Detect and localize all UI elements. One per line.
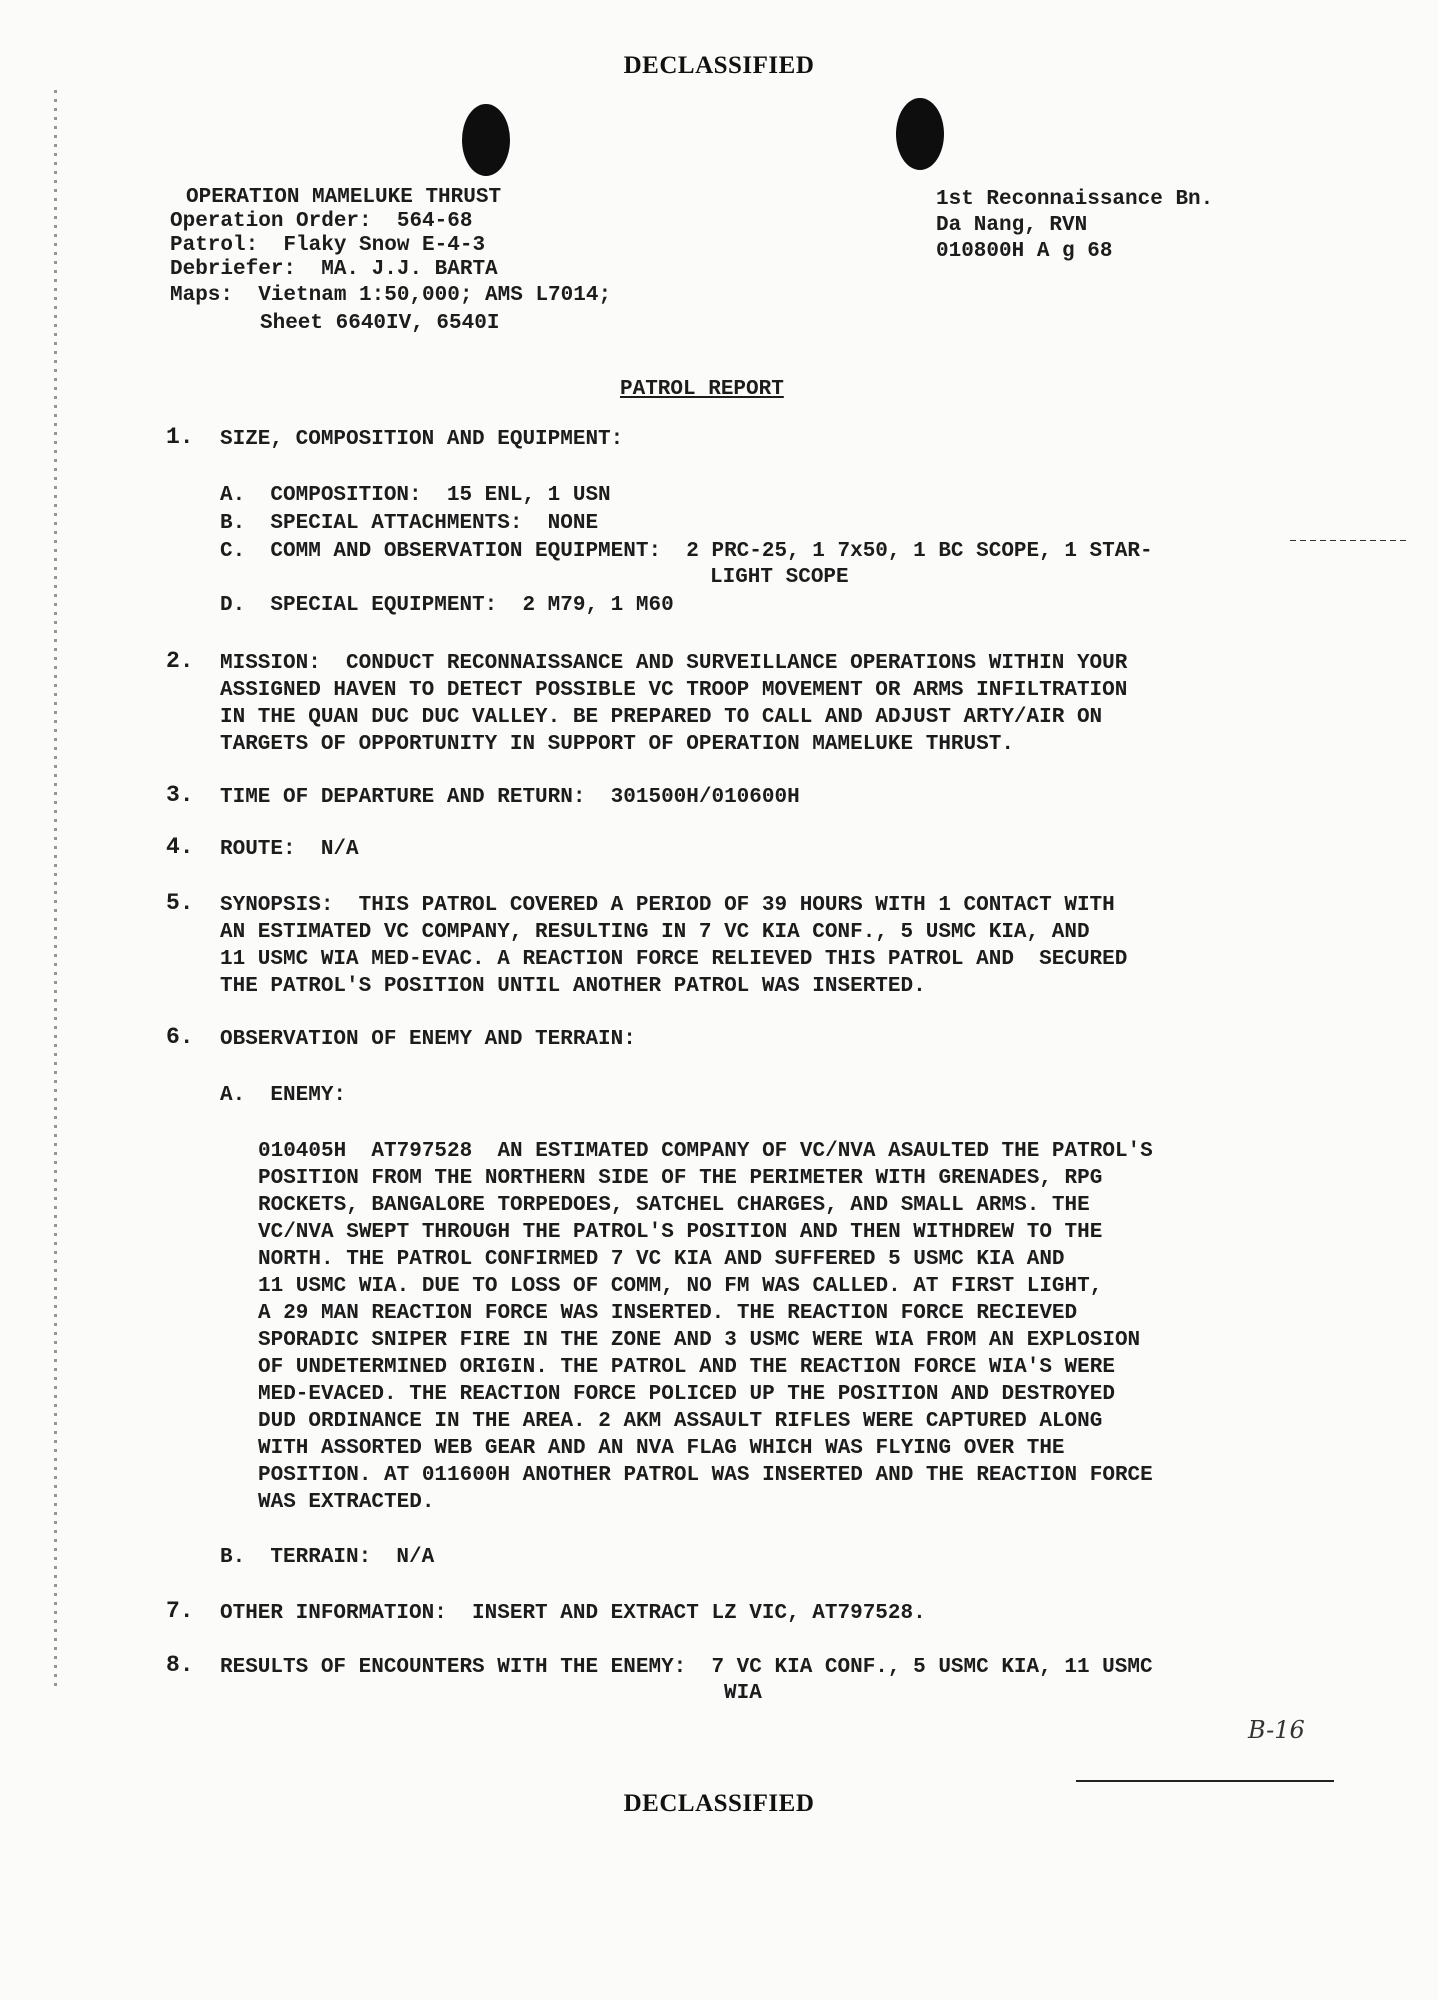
section-6-a-enemy-text: 010405H AT797528 AN ESTIMATED COMPANY OF VC/NVA ASAULTED THE PATROL'S POSITION FROM THE NORTHERN SIDE OF THE PERIMETER WITH GRENADES, RPG ROCKETS, BANGALORE TORPEDOES, SATCHEL CHARGES, AND SMALL ARMS. THE VC/NVA SWEPT THROUGH THE PATROL'S POSITION AND THEN WITHDREW TO THE NORTH. THE PATROL CONFIRMED 7 VC KIA AND SUFFERED 5 USMC KIA AND 11 USMC WIA. DUE TO LOSS OF COMM, NO FM WAS CALLED. AT FIRST LIGHT, A 29 MAN REACTION FORCE WAS INSERTED. THE REACTION FORCE RECIEVED SPORADIC SNIPER FIRE IN THE ZONE AND 3 USMC WERE WIA FROM AN EXPLOSION OF UNDETERMINED ORIGIN. THE PATROL AND THE REACTION FORCE WIA'S WERE MED-EVACED. THE REACTION FORCE POLICED UP THE POSITION AND DESTROYED DUD ORDINANCE IN THE AREA. 2 AKM ASSAULT RIFLES WERE CAPTURED ALONG WITH ASSORTED WEB GEAR AND AN NVA FLAG WHICH WAS FLYING OVER THE POSITION. AT 011600H ANOTHER PATROL WAS INSERTED AND THE REACTION FORCE WAS EXTRACTED. bbox=[258, 1140, 1153, 1514]
patrol-name: Patrol: Flaky Snow E-4-3 bbox=[170, 234, 486, 257]
section-6-b-terrain: B. TERRAIN: N/A bbox=[220, 1546, 435, 1569]
maps-line-2: Sheet 6640IV, 6540I bbox=[260, 312, 500, 335]
section-1-number: 1. bbox=[166, 424, 194, 450]
signature-rule bbox=[1076, 1780, 1334, 1782]
section-1-heading: SIZE, COMPOSITION AND EQUIPMENT: bbox=[220, 428, 624, 451]
declassified-banner-bottom: DECLASSIFIED bbox=[623, 1790, 815, 1817]
section-5-number: 5. bbox=[166, 890, 194, 916]
maps-line-1: Maps: Vietnam 1:50,000; AMS L7014; bbox=[170, 284, 612, 307]
section-2-number: 2. bbox=[166, 648, 194, 674]
unit-name: 1st Reconnaissance Bn. bbox=[936, 188, 1214, 211]
section-7-number: 7. bbox=[166, 1598, 194, 1624]
unit-location: Da Nang, RVN bbox=[936, 214, 1088, 237]
section-8-results-cont: WIA bbox=[724, 1682, 762, 1705]
section-6-a-heading: A. ENEMY: bbox=[220, 1084, 347, 1107]
section-1-c: C. COMM AND OBSERVATION EQUIPMENT: 2 PRC-25, 1 7x50, 1 BC SCOPE, 1 STAR- bbox=[220, 540, 1153, 563]
debriefer: Debriefer: MA. J.J. BARTA bbox=[170, 258, 498, 281]
report-title: PATROL REPORT bbox=[620, 378, 784, 401]
operation-name: OPERATION MAMELUKE THRUST bbox=[186, 186, 502, 209]
operation-order: Operation Order: 564-68 bbox=[170, 210, 473, 233]
margin-dash bbox=[1290, 540, 1410, 541]
section-1-d: D. SPECIAL EQUIPMENT: 2 M79, 1 M60 bbox=[220, 594, 674, 617]
punch-hole-right bbox=[896, 98, 944, 170]
section-1-c-cont: LIGHT SCOPE bbox=[710, 566, 849, 589]
date-time-group: 010800H A g 68 bbox=[936, 240, 1113, 263]
section-8-number: 8. bbox=[166, 1652, 194, 1678]
section-7-other-info: OTHER INFORMATION: INSERT AND EXTRACT LZ VIC, AT797528. bbox=[220, 1602, 926, 1625]
section-4-number: 4. bbox=[166, 834, 194, 860]
section-2-mission: MISSION: CONDUCT RECONNAISSANCE AND SURVEILLANCE OPERATIONS WITHIN YOUR ASSIGNED HAVEN TO DETECT POSSIBLE VC TROOP MOVEMENT OR ARMS INFILTRATION IN THE QUAN DUC DUC VALLEY. BE PREPARED TO CALL AND ADJUST ARTY/AIR ON TARGETS OF OPPORTUNITY IN SUPPORT OF OPERATION MAMELUKE THRUST. bbox=[220, 652, 1128, 756]
section-4-route: ROUTE: N/A bbox=[220, 838, 359, 861]
section-3-number: 3. bbox=[166, 782, 194, 808]
page-number-handwritten: B-16 bbox=[1248, 1716, 1305, 1744]
section-3-time: TIME OF DEPARTURE AND RETURN: 301500H/010600H bbox=[220, 786, 800, 809]
section-8-results: RESULTS OF ENCOUNTERS WITH THE ENEMY: 7 VC KIA CONF., 5 USMC KIA, 11 USMC bbox=[220, 1656, 1153, 1679]
section-6-heading: OBSERVATION OF ENEMY AND TERRAIN: bbox=[220, 1028, 636, 1051]
section-5-synopsis: SYNOPSIS: THIS PATROL COVERED A PERIOD OF 39 HOURS WITH 1 CONTACT WITH AN ESTIMATED VC COMPANY, RESULTING IN 7 VC KIA CONF., 5 USMC KIA, AND 11 USMC WIA MED-EVAC. A REACTION FORCE RELIEVED THIS PATROL AND SECURED THE PATROL'S POSITION UNTIL ANOTHER PATROL WAS INSERTED. bbox=[220, 894, 1128, 998]
punch-hole-left bbox=[462, 104, 510, 176]
margin-perforation bbox=[54, 90, 57, 1690]
section-6-number: 6. bbox=[166, 1024, 194, 1050]
section-1-b: B. SPECIAL ATTACHMENTS: NONE bbox=[220, 512, 599, 535]
declassified-banner-top: DECLASSIFIED bbox=[623, 52, 815, 79]
section-1-a: A. COMPOSITION: 15 ENL, 1 USN bbox=[220, 484, 611, 507]
